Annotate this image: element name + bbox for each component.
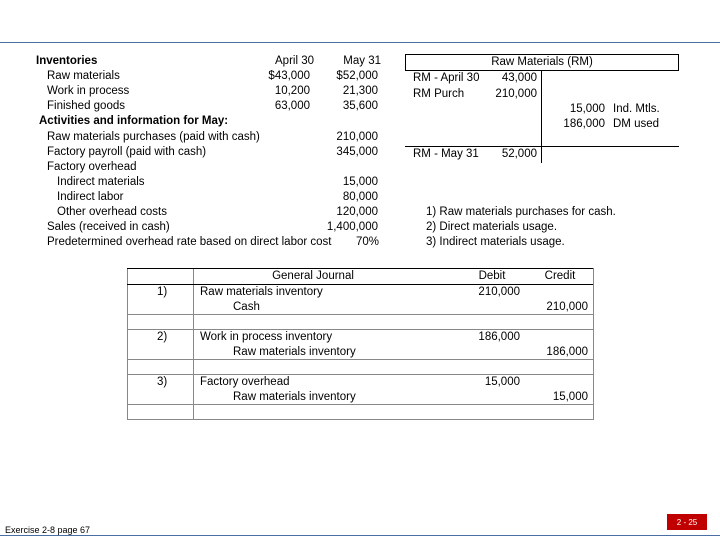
t-ending-label: RM - May 31: [413, 148, 479, 160]
inv-row-label: Finished goods: [47, 100, 125, 112]
journal-debit-account: Work in process inventory: [200, 331, 333, 343]
inv-row-may: 21,300: [342, 85, 378, 97]
activities-heading: Activities and information for May:: [39, 115, 229, 127]
t-account-top-line: [405, 70, 679, 71]
inv-row-april: $43,000: [268, 70, 310, 82]
t-account-title: Raw Materials (RM): [491, 56, 593, 68]
inv-row-april: 10,200: [274, 85, 310, 97]
journal-debit-header: Debit: [478, 270, 506, 282]
bottom-rule: [0, 535, 720, 536]
other-overhead-label: Other overhead costs: [57, 206, 167, 218]
t-credit-label: Ind. Mtls.: [613, 103, 660, 115]
rm-purchases-value: 210,000: [336, 131, 378, 143]
overhead-heading: Factory overhead: [47, 161, 137, 173]
journal-entry-num: 3): [157, 376, 168, 388]
indirect-labor-value: 80,000: [342, 191, 378, 203]
exercise-reference: Exercise 2-8 page 67: [5, 525, 91, 535]
t-credit-label: DM used: [613, 118, 660, 130]
journal-debit-amount: 186,000: [478, 331, 520, 343]
inventories-heading: Inventories: [36, 55, 98, 67]
journal-entry-num: 1): [157, 286, 168, 298]
col-april-header: April 30: [275, 55, 314, 67]
rm-purchases-label: Raw materials purchases (paid with cash): [47, 131, 260, 143]
journal-debit-account: Factory overhead: [200, 376, 290, 388]
pohr-value: 70%: [356, 236, 380, 248]
indirect-labor-label: Indirect labor: [57, 191, 124, 203]
t-credit-value: 15,000: [569, 103, 605, 115]
t-debit-value: 43,000: [501, 72, 537, 84]
indirect-materials-value: 15,000: [342, 176, 378, 188]
col-may-header: May 31: [343, 55, 381, 67]
journal-credit-account: Raw materials inventory: [233, 391, 356, 403]
journal-credit-amount: 210,000: [546, 301, 588, 313]
journal-debit-account: Raw materials inventory: [200, 286, 323, 298]
sales-value: 1,400,000: [326, 221, 378, 233]
payroll-value: 345,000: [336, 146, 378, 158]
slide-number: 2 - 25: [667, 514, 707, 530]
inv-row-may: 35,600: [342, 100, 378, 112]
inv-row-label: Work in process: [47, 85, 130, 97]
t-ending-value: 52,000: [501, 148, 537, 160]
journal-debit-amount: 15,000: [484, 376, 520, 388]
sales-label: Sales (received in cash): [47, 221, 170, 233]
note-item: 3) Indirect materials usage.: [426, 236, 565, 248]
indirect-materials-label: Indirect materials: [57, 176, 145, 188]
t-debit-value: 210,000: [495, 88, 537, 100]
journal-credit-account: Raw materials inventory: [233, 346, 356, 358]
t-debit-label: RM - April 30: [413, 72, 480, 84]
inv-row-label: Raw materials: [47, 70, 120, 82]
inv-row-may: $52,000: [336, 70, 378, 82]
t-account-divider: [541, 70, 542, 163]
journal-credit-header: Credit: [544, 270, 576, 282]
journal-title: General Journal: [272, 270, 354, 282]
inv-row-april: 63,000: [274, 100, 310, 112]
t-debit-label: RM Purch: [413, 88, 465, 100]
journal-credit-amount: 186,000: [546, 346, 588, 358]
t-account-total-line: [405, 146, 679, 147]
pohr-label: Predetermined overhead rate based on direct labor cost: [47, 236, 332, 248]
other-overhead-value: 120,000: [336, 206, 378, 218]
journal-top-border: [127, 268, 593, 269]
t-credit-value: 186,000: [563, 118, 605, 130]
journal-credit-account: Cash: [233, 301, 260, 313]
journal-credit-amount: 15,000: [552, 391, 588, 403]
note-item: 1) Raw materials purchases for cash.: [426, 206, 616, 218]
payroll-label: Factory payroll (paid with cash): [47, 146, 207, 158]
note-item: 2) Direct materials usage.: [426, 221, 558, 233]
journal-debit-amount: 210,000: [478, 286, 520, 298]
journal-header-border: [127, 284, 593, 285]
top-rule: [0, 42, 720, 43]
journal-entry-num: 2): [157, 331, 168, 343]
